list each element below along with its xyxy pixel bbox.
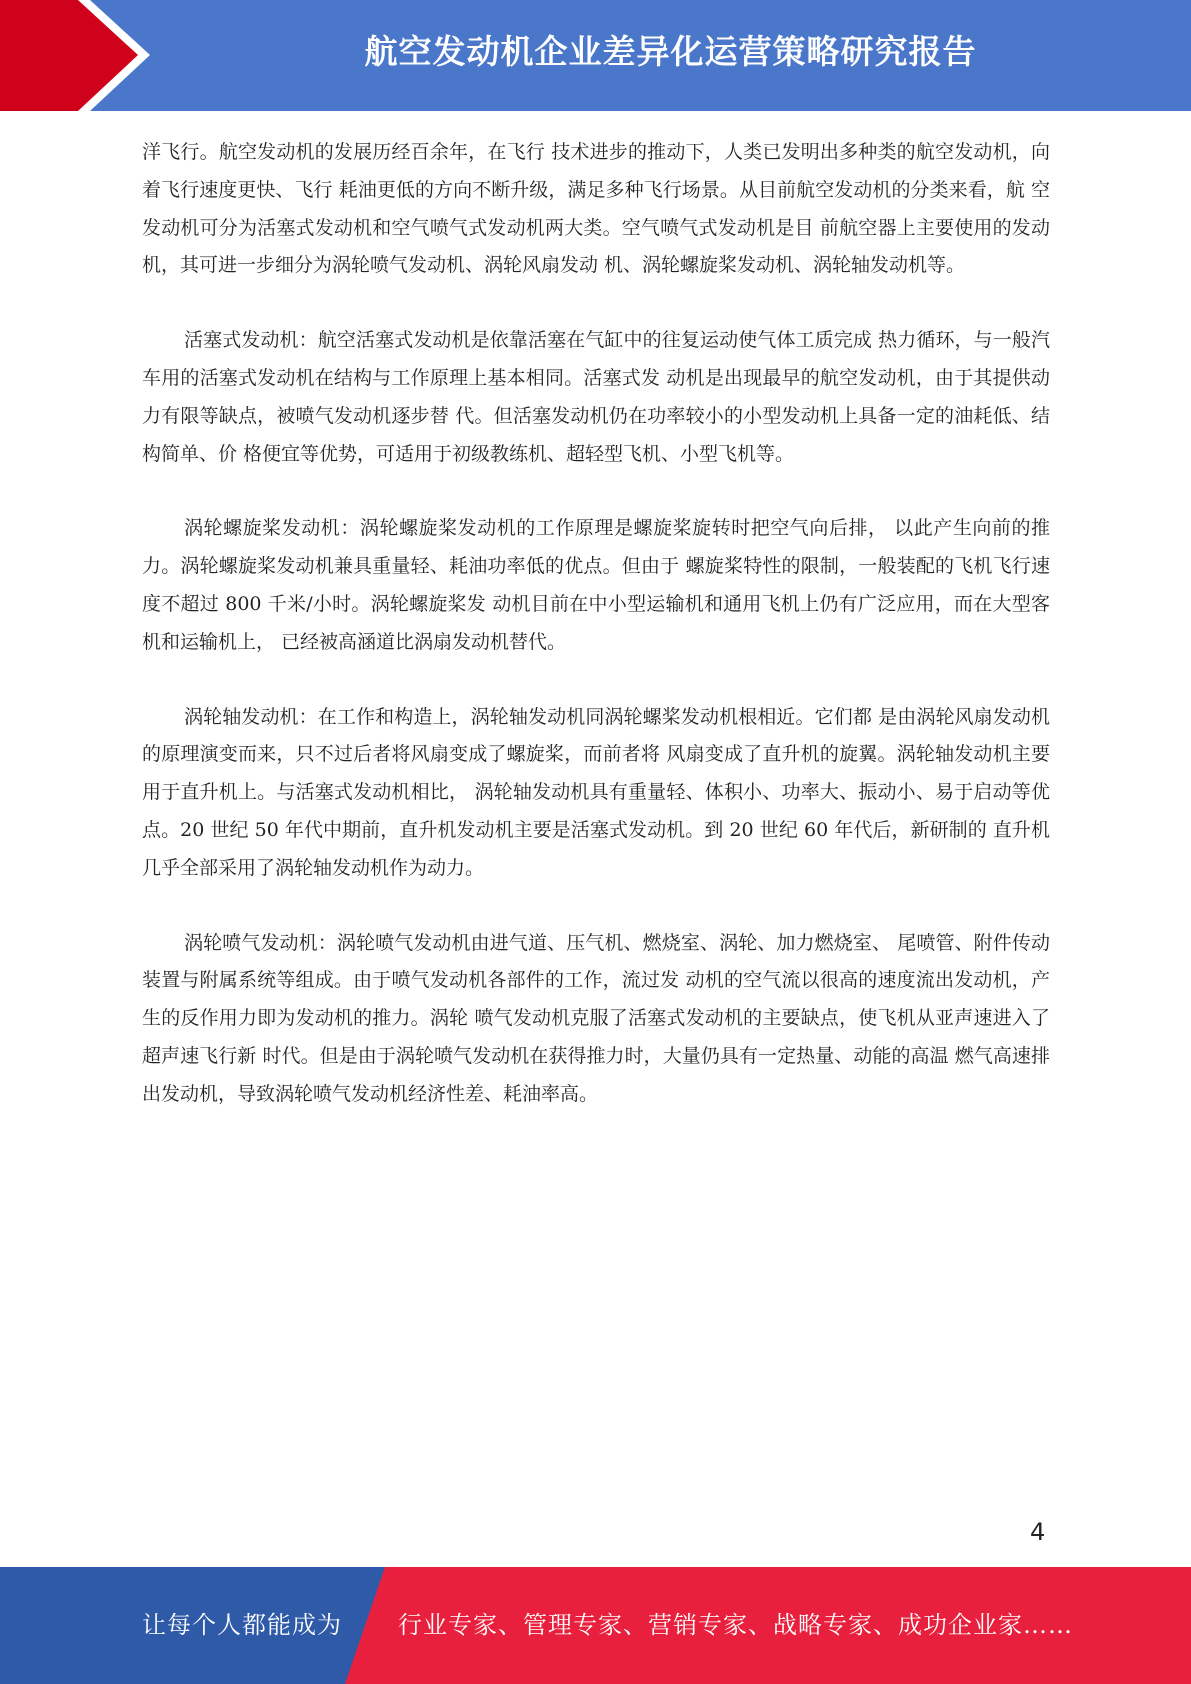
chevron-red-fill	[0, 0, 138, 111]
paragraph-piston-engine: 活塞式发动机：航空活塞式发动机是依靠活塞在气缸中的往复运动使气体工质完成 热力循环，与一般汽车用的活塞式发动机在结构与工作原理上基本相同。活塞式发 动机是出现最早的航空发动机，由于其提供动力有限等缺点，被喷气发动机逐步替 代。但活塞发动机仍在功率较小的小型发动机上具备一定的油耗低、结构简单、价 格便宜等优势，可适用于初级教练机、超轻型飞机、小型飞机等。	[142, 329, 1050, 465]
paragraph-turbojet-engine: 涡轮喷气发动机：涡轮喷气发动机由进气道、压气机、燃烧室、涡轮、加力燃烧室、 尾喷管、附件传动装置与附属系统等组成。由于喷气发动机各部件的工作，流过发 动机的空气流以很高的速度流出发动机，产生的反作用力即为发动机的推力。涡轮 喷气发动机克服了活塞式发动机的主要缺点，使飞机从亚声速进入了超声速飞行新 时代。但是由于涡轮喷气发动机在获得推力时，大量仍具有一定热量、动能的高温 燃气高速排出发动机，导致涡轮喷气发动机经济性差、耗油率高。	[142, 931, 1050, 1105]
paragraph-intro: 洋飞行。航空发动机的发展历经百余年，在飞行 技术进步的推动下，人类已发明出多种类的航空发动机，向着飞行速度更快、飞行 耗油更低的方向不断升级，满足多种飞行场景。从目前航空发动机的分类来看，航 空发动机可分为活塞式发动机和空气喷气式发动机两大类。空气喷气式发动机是目 前航空器上主要使用的发动机，其可进一步细分为涡轮喷气发动机、涡轮风扇发动 机、涡轮螺旋桨发动机、涡轮轴发动机等。	[142, 141, 1050, 277]
report-body	[142, 134, 1050, 1151]
paragraph-turboprop-engine: 涡轮螺旋桨发动机：涡轮螺旋桨发动机的工作原理是螺旋桨旋转时把空气向后排， 以此产生向前的推力。涡轮螺旋桨发动机兼具重量轻、耗油功率低的优点。但由于 螺旋桨特性的限制，一般装配的飞机飞行速度不超过 800 千米/小时。涡轮螺旋桨发 动机目前在中小型运输机和通用飞机上仍有广泛应用，而在大型客机和运输机上， 已经被高涵道比涡扇发动机替代。	[142, 517, 1050, 653]
footer-slogan-right: 行业专家、管理专家、营销专家、战略专家、成功企业家……	[398, 1611, 1073, 1639]
paragraph-turboshaft-engine: 涡轮轴发动机：在工作和构造上，涡轮轴发动机同涡轮螺桨发动机根相近。它们都 是由涡轮风扇发动机的原理演变而来，只不过后者将风扇变成了螺旋桨，而前者将 风扇变成了直升机的旋翼。涡轮轴发动机主要用于直升机上。与活塞式发动机相比， 涡轮轴发动机具有重量轻、体积小、功率大、振动小、易于启动等优点。20 世纪 50 年代中期前，直升机发动机主要是活塞式发动机。到 20 世纪 60 年代后，新研制的 直升机几乎全部采用了涡轮轴发动机作为动力。	[142, 705, 1050, 879]
header-chevron-logo	[0, 0, 160, 111]
page-number: 4	[1030, 1518, 1046, 1546]
footer-slogan-left: 让每个人都能成为	[142, 1611, 342, 1639]
report-title: 航空发动机企业差异化运营策略研究报告	[364, 32, 977, 71]
footer-band	[0, 1567, 1191, 1684]
